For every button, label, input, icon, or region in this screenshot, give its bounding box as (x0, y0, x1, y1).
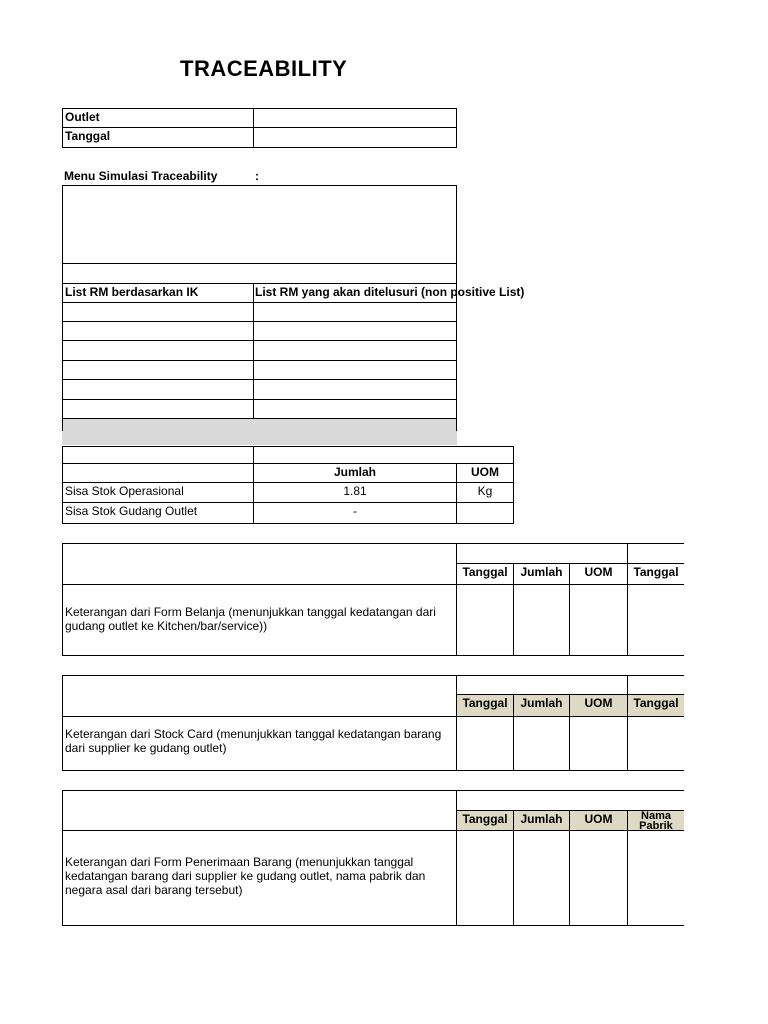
section2-header: Tanggal (627, 694, 684, 717)
section3-blank (62, 790, 457, 831)
section1-blank (62, 543, 457, 585)
section2-cell[interactable] (456, 716, 514, 771)
section1-cell[interactable] (569, 584, 628, 656)
section1-header: Jumlah (513, 563, 570, 585)
rm-row-cell[interactable] (62, 379, 254, 400)
stock-blank-cell (253, 446, 514, 464)
outlet-value-cell[interactable] (253, 108, 457, 128)
menu-label: Menu Simulasi Traceability (64, 169, 218, 183)
stock-row-uom[interactable]: Kg (456, 482, 514, 503)
section3-cell[interactable] (627, 830, 684, 926)
uom-header: UOM (456, 463, 514, 483)
gray-band (62, 431, 457, 445)
section3-top-line (456, 790, 684, 791)
section1-header: UOM (569, 563, 628, 585)
stock-row-uom[interactable] (456, 502, 514, 524)
section3-cell[interactable] (456, 830, 514, 926)
rm-col2-header: List RM yang akan ditelusuri (non positive List) (255, 285, 525, 299)
section2-blank (62, 675, 457, 717)
section2-header: Jumlah (513, 694, 570, 717)
rm-row-cell[interactable] (62, 399, 254, 419)
section3-header: Tanggal (456, 810, 514, 831)
rm-row-cell[interactable] (253, 379, 457, 400)
rm-row-cell[interactable] (62, 360, 254, 380)
section1-group-header (456, 543, 628, 564)
section1-cell[interactable] (627, 584, 684, 656)
rm-row-cell[interactable] (253, 321, 457, 341)
page-title: TRACEABILITY (180, 56, 348, 81)
rm-row-cell[interactable] (253, 360, 457, 380)
section1-cell[interactable] (456, 584, 514, 656)
gray-divider (62, 418, 457, 432)
section1-cell[interactable] (513, 584, 570, 656)
outlet-label: Outlet (62, 108, 254, 128)
section1-header: Tanggal (456, 563, 514, 585)
tanggal-value-cell[interactable] (253, 127, 457, 148)
jumlah-header: Jumlah (253, 463, 457, 483)
section2-cell[interactable] (569, 716, 628, 771)
section2-header: Tanggal (456, 694, 514, 717)
stock-row-label: Sisa Stok Gudang Outlet (62, 502, 254, 524)
rm-row-cell[interactable] (62, 340, 254, 361)
section3-header: Nama Pabrik (627, 810, 684, 831)
section3-header: UOM (569, 810, 628, 831)
menu-input-area[interactable] (62, 185, 457, 264)
rm-row-cell[interactable] (62, 302, 254, 322)
section3-cell[interactable] (513, 830, 570, 926)
menu-colon: : (255, 169, 259, 183)
section3-header: Jumlah (513, 810, 570, 831)
spacer-row (62, 263, 457, 284)
section2-cell[interactable] (513, 716, 570, 771)
tanggal-label: Tanggal (62, 127, 254, 148)
section1-top-line (627, 543, 684, 544)
stock-row-label: Sisa Stok Operasional (62, 482, 254, 503)
rm-col1-header: List RM berdasarkan IK (62, 283, 254, 303)
section1-note: Keterangan dari Form Belanja (menunjukkan tanggal kedatangan dari gudang outlet ke Kitchen/bar/service)) (62, 584, 457, 656)
rm-row-cell[interactable] (253, 399, 457, 419)
stock-row-jumlah[interactable]: 1.81 (253, 482, 457, 503)
section3-cell[interactable] (569, 830, 628, 926)
section3-note: Keterangan dari Form Penerimaan Barang (menunjukkan tanggal kedatangan barang dari supplier ke gudang outlet, nama pabrik dan negara asal dari barang tersebut) (62, 830, 457, 926)
section2-header: UOM (569, 694, 628, 717)
stock-header-blank (62, 463, 254, 483)
section1-header: Tanggal (627, 563, 684, 585)
rm-row-cell[interactable] (253, 340, 457, 361)
stock-blank-cell (62, 446, 254, 464)
stock-row-jumlah[interactable]: - (253, 502, 457, 524)
section2-top-line (627, 675, 684, 676)
rm-row-cell[interactable] (62, 321, 254, 341)
section2-cell[interactable] (627, 716, 684, 771)
rm-row-cell[interactable] (253, 302, 457, 322)
section2-group-header (456, 675, 628, 695)
section2-note: Keterangan dari Stock Card (menunjukkan tanggal kedatangan barang dari supplier ke gudang outlet) (62, 716, 457, 771)
